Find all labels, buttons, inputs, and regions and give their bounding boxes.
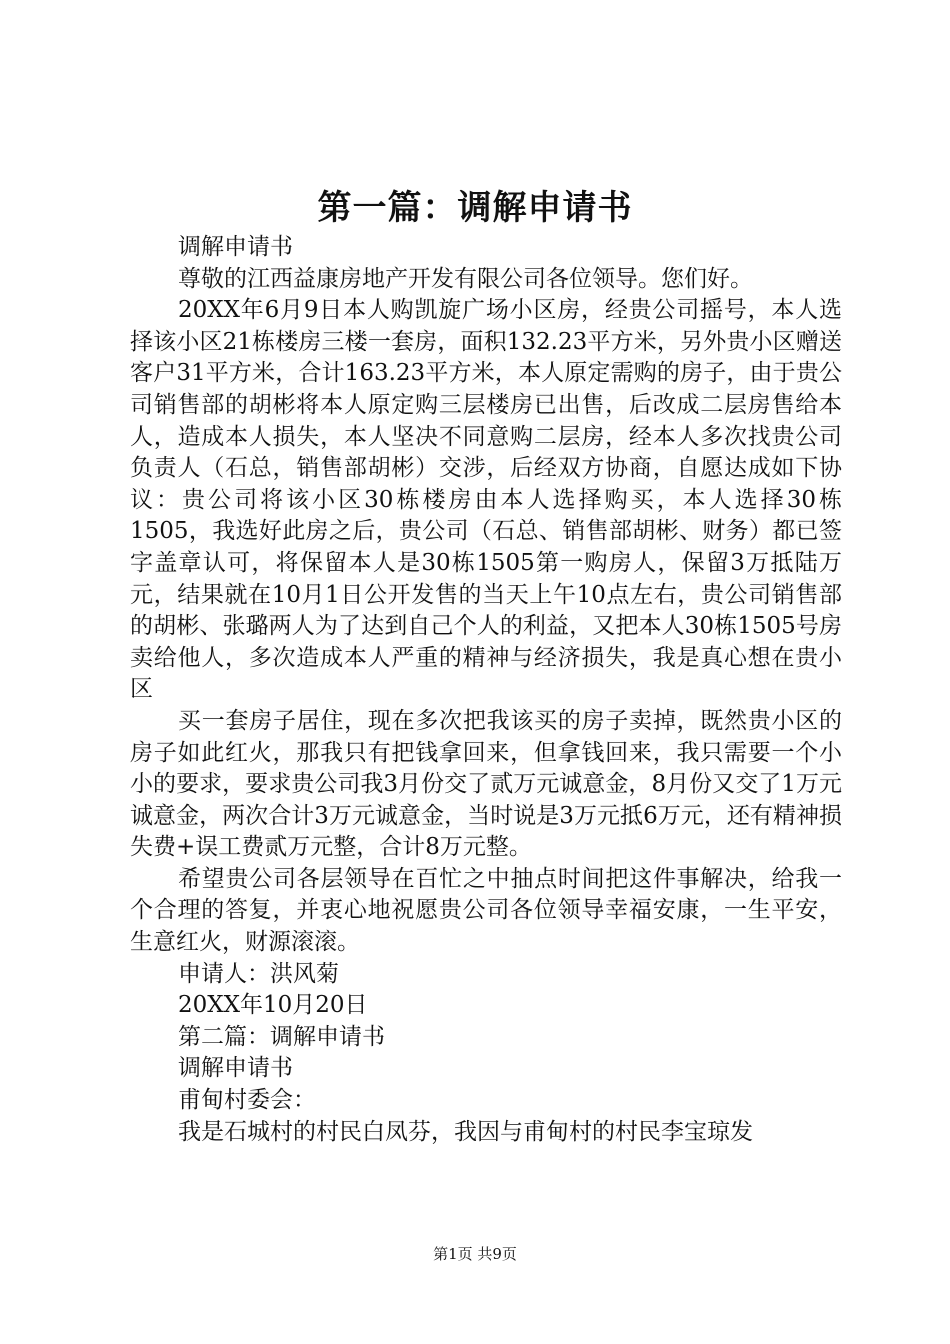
page-number-footer: 第1页 共9页 (433, 1245, 517, 1263)
document-title: 第一篇：调解申请书 (317, 188, 633, 228)
paragraph-request: 买一套房子居住，现在多次把我该买的房子卖掉，既然贵小区的房子如此红火，那我只有把钱拿回来，但拿钱回来，我只需要一个小小的要求，要求贵公司我3月份交了贰万元诚意金，8月份又交了1万元诚意金，两次合计3万元诚意金，当时说是3万元抵6万元，还有精神损失费+误工费贰万元整，合计8万元整。 (130, 707, 842, 861)
paragraph-main: 20XX年6月9日本人购凯旋广场小区房，经贵公司摇号，本人选择该小区21栋楼房三楼一套房，面积132.23平方米，另外贵小区赠送客户31平方米，合计163.23平方米，本人原定需购的房子，由于贵公司销售部的胡彬将本人原定购三层楼房已出售，后改成二层房售给本人，造成本人损失，本人坚决不同意购二层房，经本人多次找贵公司负责人（石总，销售部胡彬）交涉，后经双方协商，自愿达成如下协议：贵公司将该小区30栋楼房由本人选择购买，本人选择30栋1505，我选好此房之后，贵公司（石总、销售部胡彬、财务）都已签字盖章认可，将保留本人是30栋1505第一购房人，保留3万抵陆万元，结果就在10月1日公开发售的当天上午10点左右，贵公司销售部的胡彬、张璐两人为了达到自己个人的利益，又把本人30栋1505号房卖给他人，多次造成本人严重的精神与经济损失，我是真心想在贵小区 (130, 297, 842, 703)
applicant-line: 申请人：洪风菊 (178, 960, 339, 987)
section-two-recipient: 甫甸村委会： (178, 1087, 316, 1114)
section-two-heading: 调解申请书 (178, 1055, 293, 1082)
paragraph-closing: 希望贵公司各层领导在百忙之中抽点时间把这件事解决，给我一个合理的答复，并衷心地祝愿贵公司各位领导幸福安康，一生平安，生意红火，财源滚滚。 (130, 865, 842, 956)
section-two-paragraph: 我是石城村的村民白凤芬，我因与甫甸村的村民李宝琼发 (178, 1118, 753, 1145)
date-line: 20XX年10月20日 (178, 992, 368, 1019)
document-body (130, 232, 842, 1148)
section-two-title: 第二篇：调解申请书 (178, 1023, 385, 1050)
paragraph-salutation: 尊敬的江西益康房地产开发有限公司各位领导。您们好。 (178, 265, 753, 292)
paragraph-heading: 调解申请书 (178, 234, 293, 260)
